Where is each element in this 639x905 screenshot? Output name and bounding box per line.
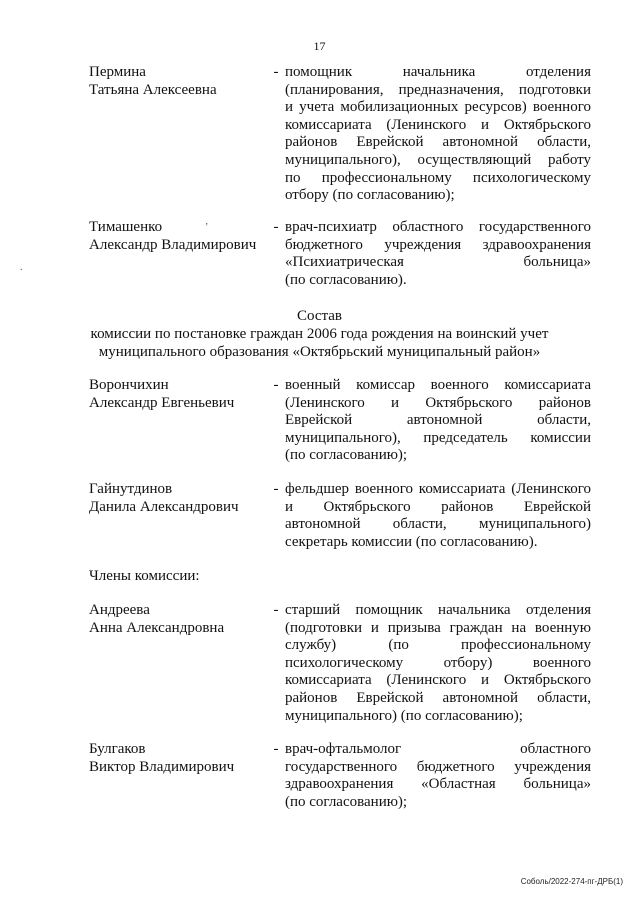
- given-names: Виктор Владимирович: [89, 758, 235, 775]
- list-item: [89, 377, 591, 465]
- dash-separator: -: [273, 219, 279, 235]
- given-names: Александр Владимирович: [89, 236, 257, 253]
- document-code: Соболь/2022-274-пг-ДРБ(1): [520, 877, 623, 886]
- surname: Ворончихин: [89, 377, 169, 393]
- person-name: [89, 741, 269, 776]
- description-line: государственного бюджетного учреждения: [285, 758, 591, 775]
- dash-separator: -: [273, 481, 279, 497]
- dash-separator: -: [273, 602, 279, 618]
- given-names: Данила Александрович: [89, 498, 239, 515]
- given-names: Татьяна Алексеевна: [89, 81, 217, 98]
- surname: Пермина: [89, 64, 146, 80]
- list-item: [89, 602, 591, 725]
- description-line: (Ленинского и Октябрьского районов: [285, 394, 591, 411]
- description-line: психологическому отбору) военного: [285, 654, 591, 671]
- surname: Андреева: [89, 602, 150, 618]
- description-line: бюджетного учреждения здравоохранения: [285, 236, 591, 253]
- position-description: [285, 741, 591, 811]
- description-line: «Психиатрическая больница»: [285, 254, 591, 271]
- scan-mark: ’: [205, 222, 209, 233]
- person-name: [89, 481, 269, 516]
- description-line: муниципального) (по согласованию);: [285, 707, 523, 724]
- description-line: отбору (по согласованию);: [285, 187, 455, 204]
- person-name: [89, 602, 269, 637]
- description-line: секретарь комиссии (по согласованию).: [285, 533, 538, 550]
- description-line: комиссариата (Ленинского и Октябрьского: [285, 672, 591, 689]
- description-line: (по согласованию);: [285, 447, 408, 464]
- position-description: [285, 602, 591, 725]
- person-name: [89, 64, 269, 99]
- surname: Булгаков: [89, 741, 146, 757]
- person-name: [89, 377, 269, 412]
- heading-subtitle: муниципального образования «Октябрьский муниципальный район»: [98, 344, 541, 360]
- description-line: (подготовки и призыва граждан на военную: [285, 619, 591, 636]
- given-names: Александр Евгеньевич: [89, 394, 235, 411]
- scan-mark: .: [20, 262, 23, 273]
- dash-separator: -: [273, 64, 279, 80]
- description-line: фельдшер военного комиссариата (Ленинского: [285, 481, 591, 497]
- dash-separator: -: [273, 377, 279, 393]
- description-line: врач-офтальмолог областного: [285, 741, 591, 757]
- position-description: [285, 481, 591, 551]
- heading-subtitle: комиссии по постановке граждан 2006 года рождения на воинский учет: [90, 326, 549, 342]
- description-line: муниципального), осуществляющий работу: [285, 151, 591, 168]
- description-line: здравоохранения «Областная больница»: [285, 776, 591, 793]
- list-item: [89, 481, 591, 551]
- members-label: Члены комиссии:: [89, 568, 200, 584]
- description-line: Еврейской автономной области,: [285, 412, 591, 429]
- description-line: (по согласованию).: [285, 271, 407, 288]
- description-line: помощник начальника отделения: [285, 64, 591, 80]
- given-names: Анна Александровна: [89, 619, 225, 636]
- description-line: врач-психиатр областного государственного: [285, 219, 591, 235]
- description-line: военный комиссар военного комиссариата: [285, 377, 591, 393]
- section-heading: [0, 307, 639, 361]
- heading-title: Состав: [296, 308, 342, 324]
- description-line: районов Еврейской автономной области,: [285, 689, 591, 706]
- dash-separator: -: [273, 741, 279, 757]
- description-line: муниципального), председатель комиссии: [285, 429, 591, 446]
- surname: Тимашенко: [89, 219, 163, 235]
- person-name: [89, 219, 269, 254]
- description-line: комиссариата (Ленинского и Октябрьского: [285, 116, 591, 133]
- list-item: [89, 219, 591, 289]
- description-line: по профессиональному психологическому: [285, 169, 591, 186]
- description-line: и учета мобилизационных ресурсов) военного: [285, 99, 591, 116]
- description-line: и Октябрьского районов Еврейской: [285, 498, 591, 515]
- description-line: службу) (по профессиональному: [285, 637, 591, 654]
- description-line: (планирования, предназначения, подготовки: [285, 81, 591, 98]
- position-description: [285, 219, 591, 289]
- surname: Гайнутдинов: [89, 481, 173, 497]
- description-line: автономной области, муниципального): [285, 516, 591, 533]
- page-number: 17: [313, 39, 326, 53]
- list-item: [89, 64, 591, 205]
- list-item: [89, 741, 591, 811]
- position-description: [285, 377, 591, 465]
- description-line: (по согласованию);: [285, 793, 408, 810]
- description-line: районов Еврейской автономной области,: [285, 134, 591, 151]
- position-description: [285, 64, 591, 205]
- description-line: старший помощник начальника отделения: [285, 602, 591, 618]
